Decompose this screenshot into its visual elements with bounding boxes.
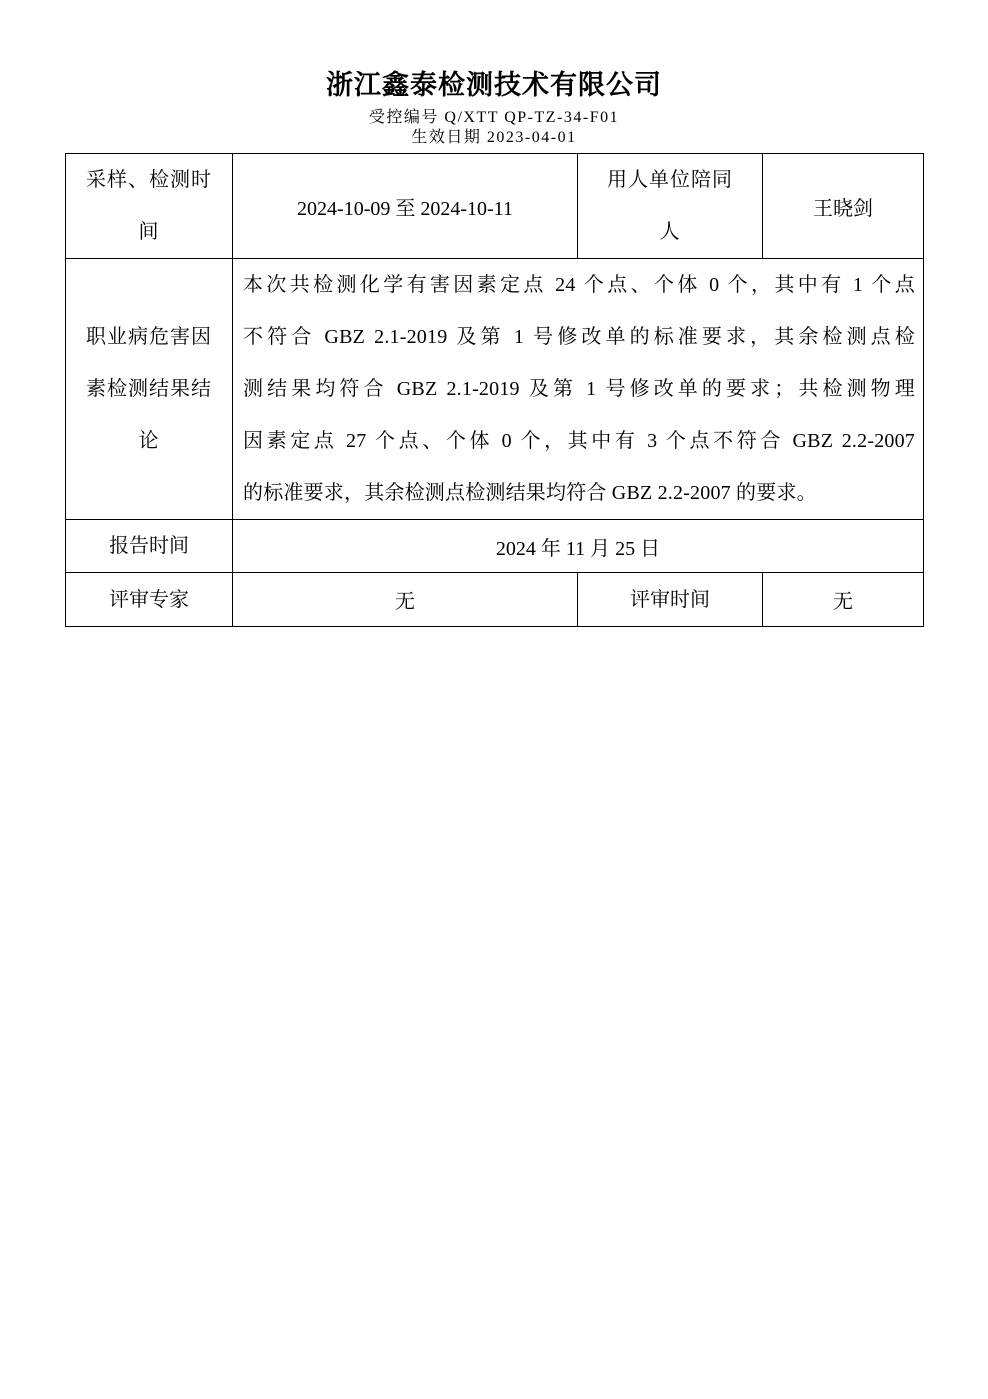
conclusion-label: 职业病危害因素检测结果结论	[86, 326, 212, 452]
sampling-time-label: 采样、检测时间	[86, 169, 212, 243]
conclusion-line-2: 不符合 GBZ 2.1-2019 及第 1 号修改单的标准要求，其余检测点检	[243, 326, 915, 348]
conclusion-row	[66, 259, 924, 520]
report-time-value: 2024 年 11 月 25 日	[233, 520, 924, 573]
employer-companion-value: 王晓剑	[763, 154, 924, 259]
effective-date-line: 生效日期 2023-04-01	[411, 129, 577, 146]
sampling-time-label-cell	[66, 154, 233, 259]
employer-companion-label-cell	[578, 154, 763, 259]
conclusion-line-4: 因素定点 27 个点、个体 0 个，其中有 3 个点不符合 GBZ 2.2-2007	[243, 430, 915, 452]
review-time-label: 评审时间	[578, 573, 763, 627]
review-time-value: 无	[763, 573, 924, 627]
report-time-row	[66, 520, 924, 573]
conclusion-line-5: 的标准要求，其余检测点检测结果均符合 GBZ 2.2-2007 的要求。	[243, 482, 817, 504]
document-header	[0, 68, 988, 148]
report-time-label: 报告时间	[66, 520, 233, 573]
conclusion-label-cell	[66, 259, 233, 520]
control-number-line: 受控编号 Q/XTT QP-TZ-34-F01	[368, 109, 620, 126]
employer-companion-label: 用人单位陪同人	[607, 169, 733, 243]
company-title: 浙江鑫泰检测技术有限公司	[326, 70, 662, 100]
sampling-time-row	[66, 154, 924, 259]
conclusion-line-3: 测结果均符合 GBZ 2.1-2019 及第 1 号修改单的要求；共检测物理	[243, 378, 915, 400]
conclusion-line-1: 本次共检测化学有害因素定点 24 个点、个体 0 个，其中有 1 个点	[243, 274, 915, 296]
report-summary-table	[65, 153, 924, 627]
review-expert-value: 无	[233, 573, 578, 627]
review-row	[66, 573, 924, 627]
sampling-time-value: 2024-10-09 至 2024-10-11	[233, 154, 578, 259]
review-expert-label: 评审专家	[66, 573, 233, 627]
conclusion-text-cell	[233, 259, 924, 520]
